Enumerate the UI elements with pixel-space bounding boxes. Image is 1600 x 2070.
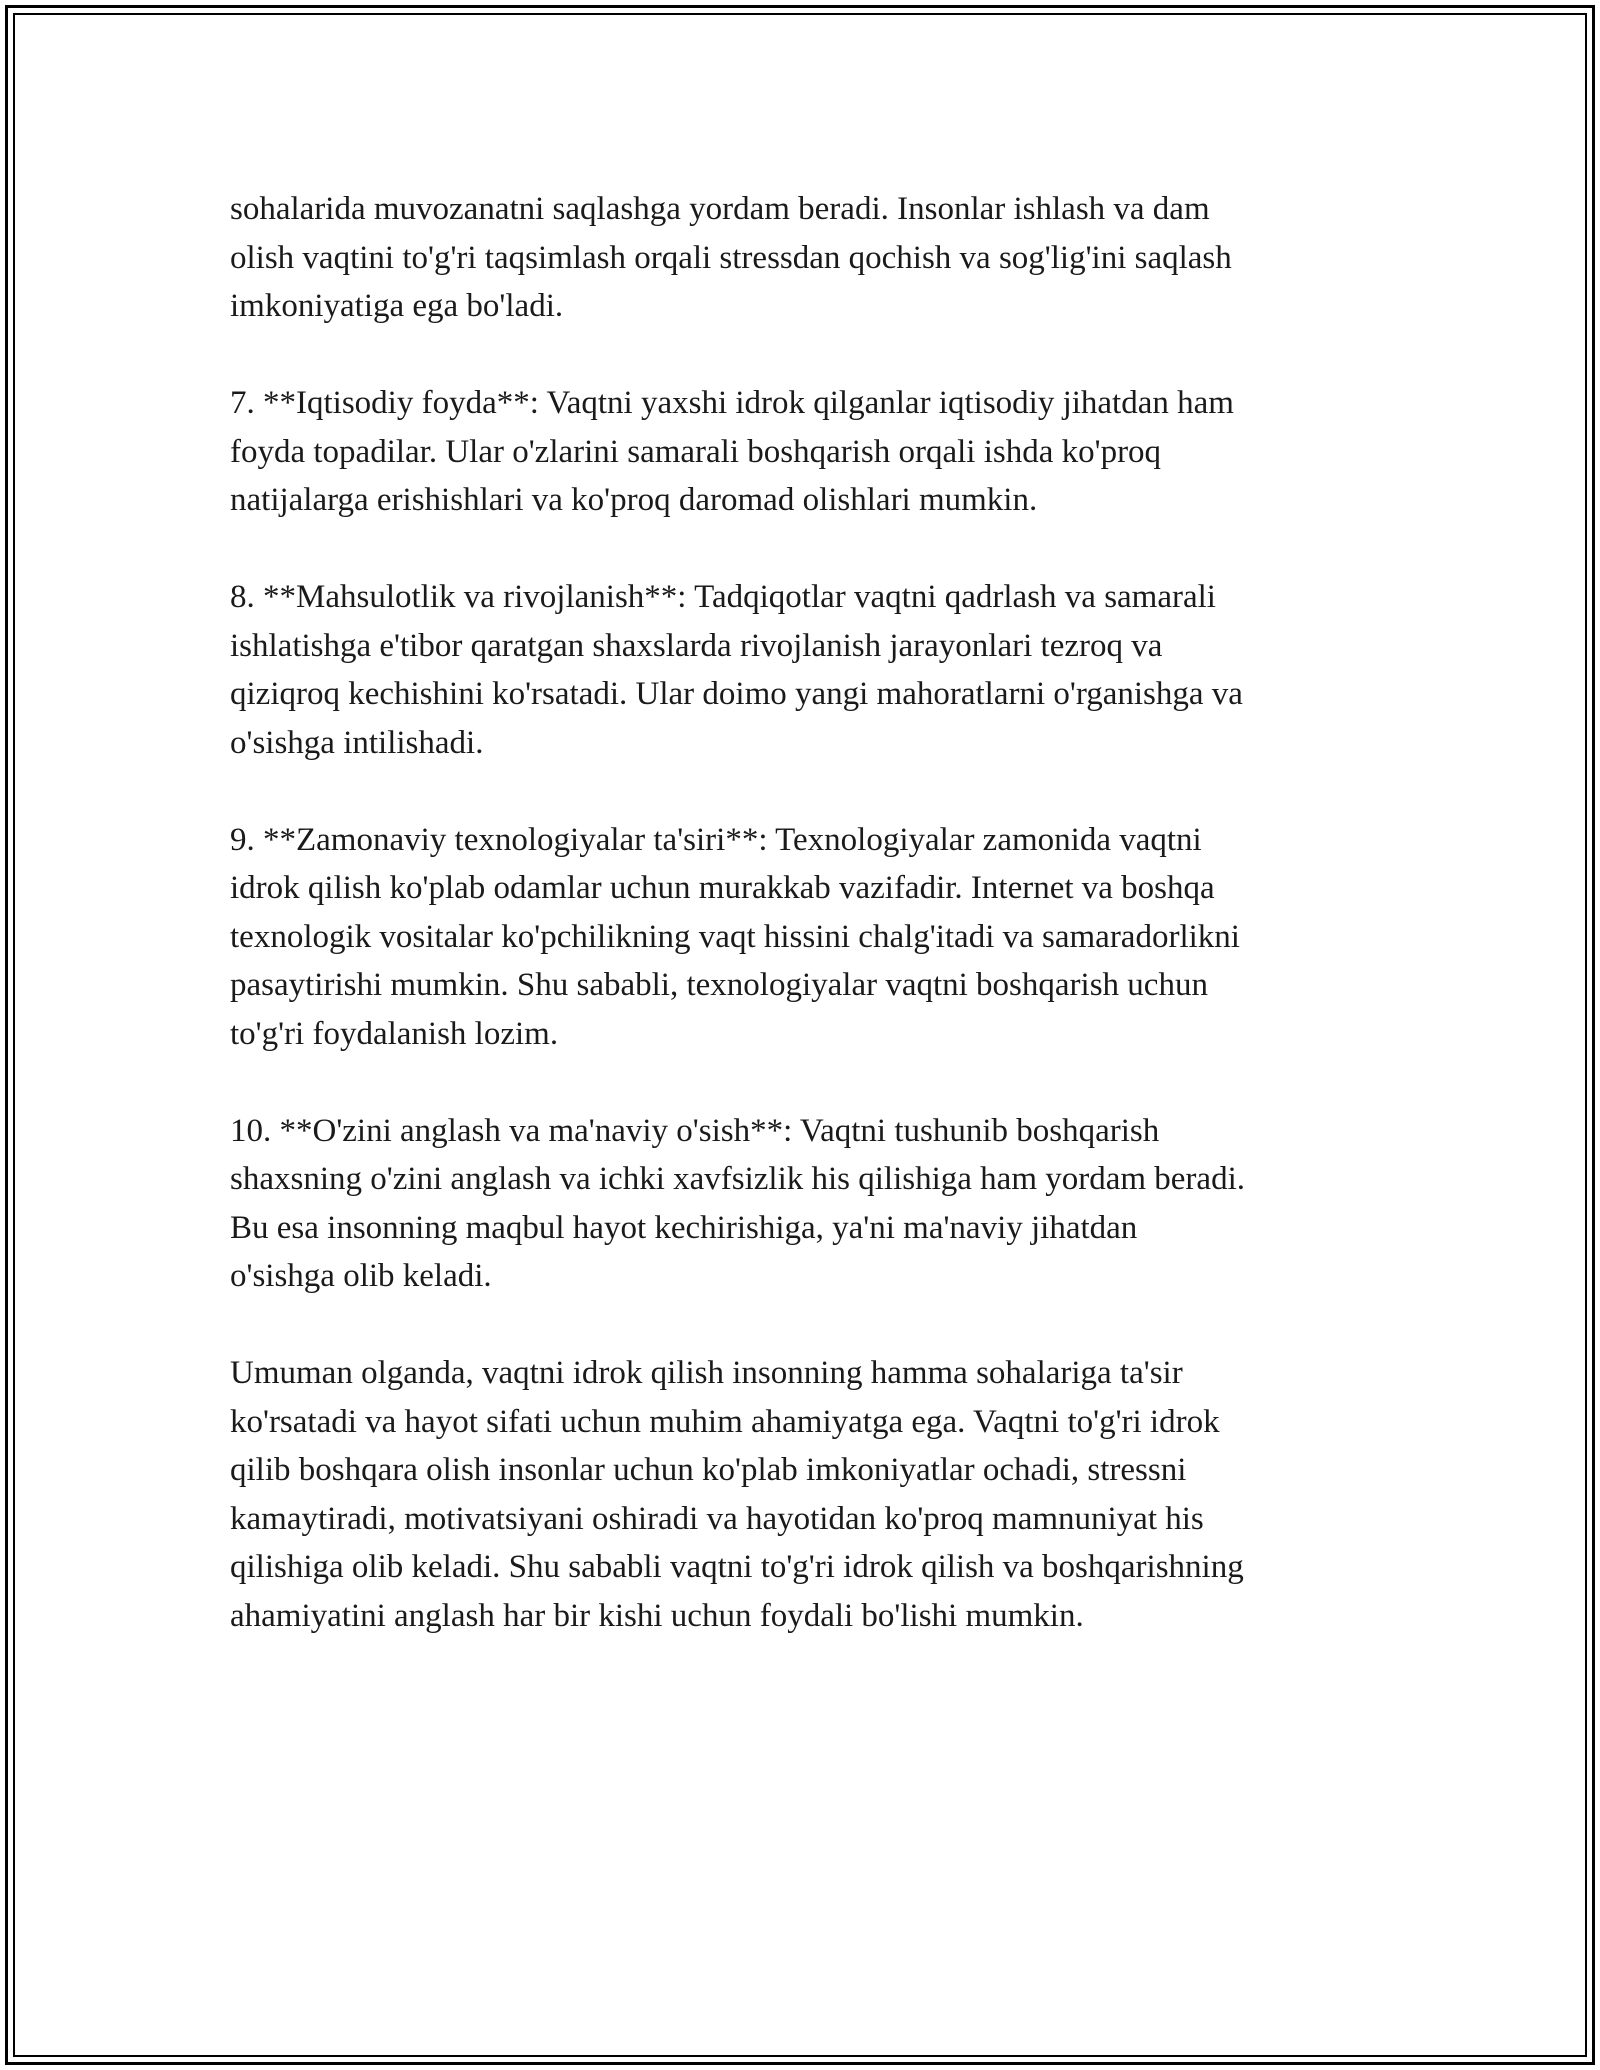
paragraph-item-8: 8. **Mahsulotlik va rivojlanish**: Tadqiqotlar vaqtni qadrlash va samarali ishlatishga e'tibor qaratgan shaxslarda rivojlanish jarayonlari tezroq va qiziqroq kechishini ko'rsatadi. Ular doimo yangi mahoratlarni o'rganishga va o'sishga intilishadi. (230, 579, 1243, 761)
document-body (230, 185, 1375, 1689)
paragraph-continuation: sohalarida muvozanatni saqlashga yordam beradi. Insonlar ishlash va dam olish vaqtini to'g'ri taqsimlash orqali stressdan qochish va sog'lig'ini saqlash imkoniyatiga ega bo'ladi. (230, 191, 1232, 324)
paragraph-item-7: 7. **Iqtisodiy foyda**: Vaqtni yaxshi idrok qilganlar iqtisodiy jihatdan ham foyda topadilar. Ular o'zlarini samarali boshqarish orqali ishda ko'proq natijalarga erishishlari va ko'proq daromad olishlari mumkin. (230, 385, 1234, 518)
paragraph-conclusion: Umuman olganda, vaqtni idrok qilish insonning hamma sohalariga ta'sir ko'rsatadi va hayot sifati uchun muhim ahamiyatga ega. Vaqtni to'g'ri idrok qilib boshqara olish insonlar uchun ko'plab imkoniyatlar ochadi, stressni kamaytiradi, motivatsiyani oshiradi va hayotidan ko'proq mamnuniyat his qilishiga olib keladi. Shu sababli vaqtni to'g'ri idrok qilish va boshqarishning ahamiyatini anglash har bir kishi uchun foydali bo'lishi mumkin. (230, 1355, 1244, 1634)
paragraph-item-10: 10. **O'zini anglash va ma'naviy o'sish**: Vaqtni tushunib boshqarish shaxsning o'zini anglash va ichki xavfsizlik his qilishiga ham yordam beradi. Bu esa insonning maqbul hayot kechirishiga, ya'ni ma'naviy jihatdan o'sishga olib keladi. (230, 1112, 1245, 1294)
paragraph-item-9: 9. **Zamonaviy texnologiyalar ta'siri**: Texnologiyalar zamonida vaqtni idrok qilish ko'plab odamlar uchun murakkab vazifadir. Internet va boshqa texnologik vositalar ko'pchilikning vaqt hissini chalg'itadi va samaradorlikni pasaytirishi mumkin. Shu sababli, texnologiyalar vaqtni boshqarish uchun to'g'ri foydalanish lozim. (230, 821, 1240, 1052)
